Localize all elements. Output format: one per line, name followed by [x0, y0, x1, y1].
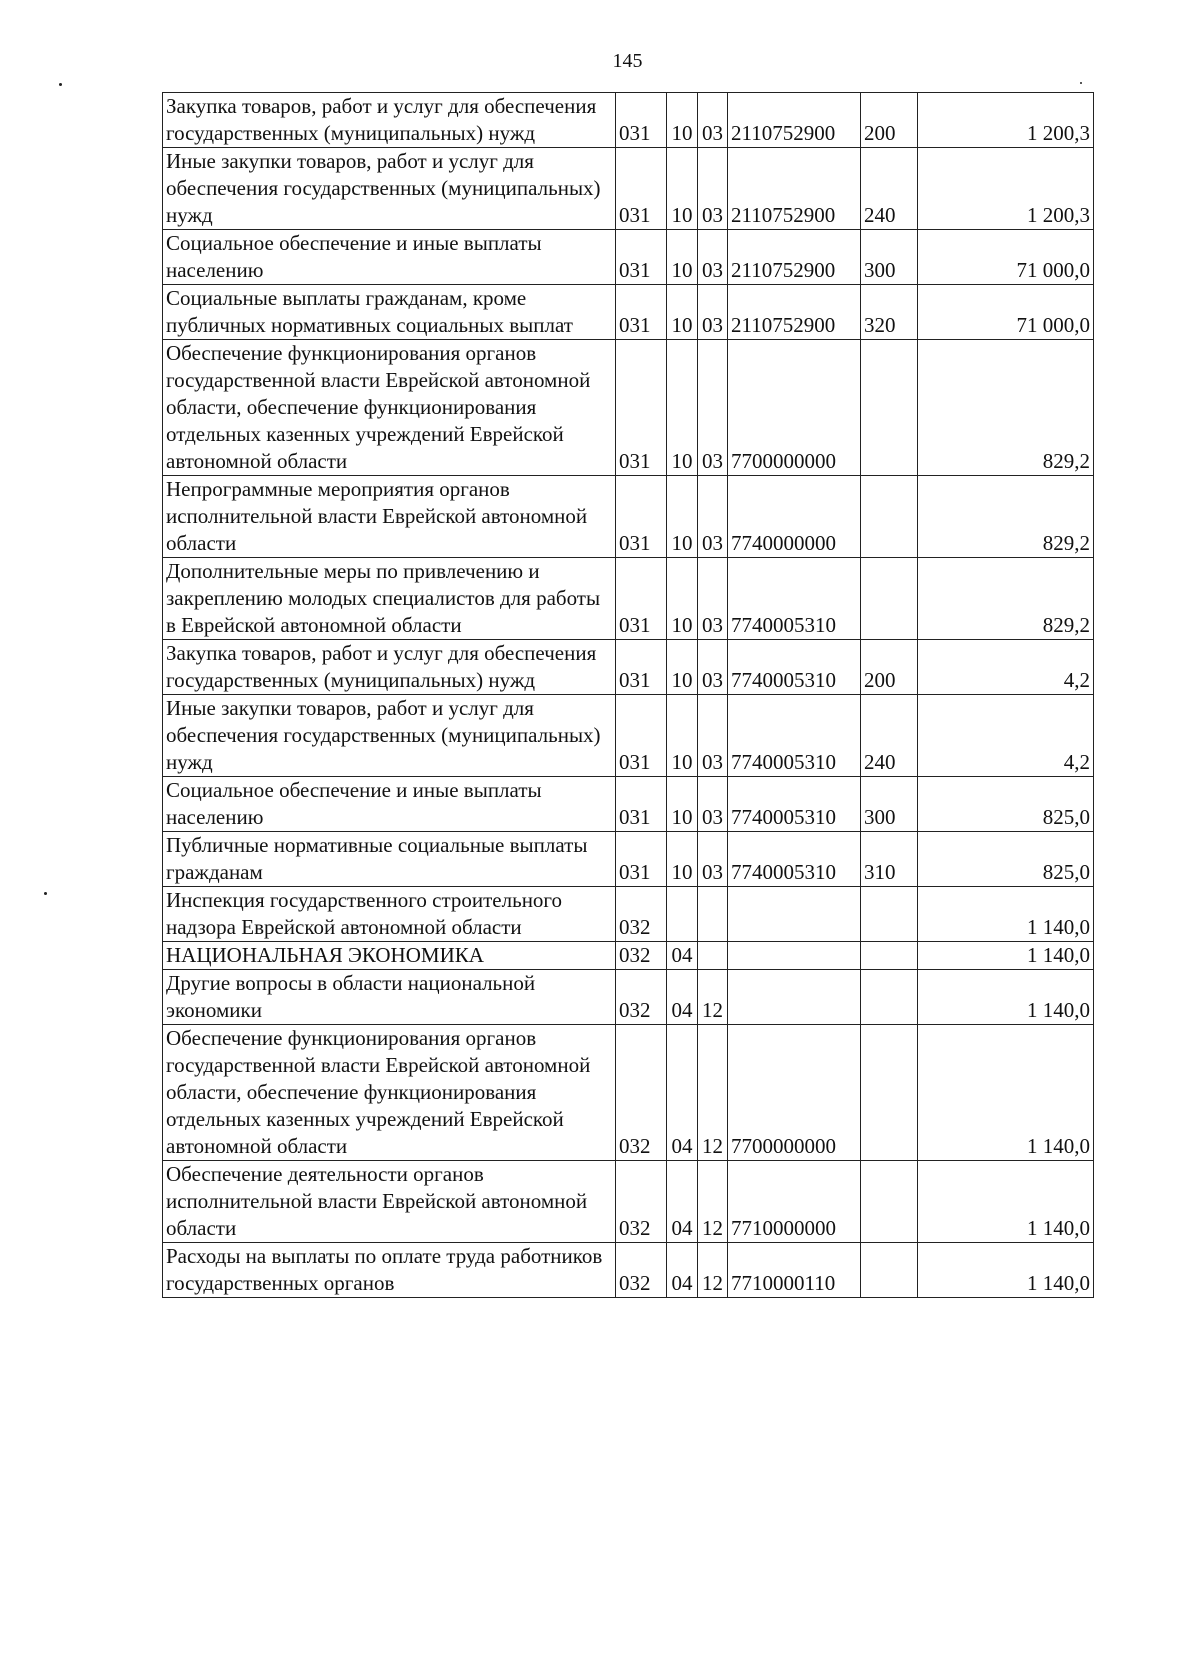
row-subsection: 12 — [698, 970, 728, 1025]
table-row — [163, 285, 1094, 340]
row-code: 032 — [616, 1243, 667, 1298]
row-code: 031 — [616, 93, 667, 148]
table-row — [163, 340, 1094, 476]
row-name: Иные закупки товаров, работ и услуг для обеспечения государственных (муниципальных) нужд — [163, 148, 616, 230]
row-subsection: 03 — [698, 285, 728, 340]
row-target: 7700000000 — [728, 1025, 861, 1161]
row-target — [728, 970, 861, 1025]
row-name: Непрограммные мероприятия органов исполнительной власти Еврейской автономной области — [163, 476, 616, 558]
row-name: Иные закупки товаров, работ и услуг для обеспечения государственных (муниципальных) нужд — [163, 695, 616, 777]
row-code: 032 — [616, 887, 667, 942]
scan-speck — [44, 892, 47, 895]
row-expense-type: 320 — [861, 285, 918, 340]
row-code: 031 — [616, 148, 667, 230]
row-name: Социальные выплаты гражданам, кроме публичных нормативных социальных выплат — [163, 285, 616, 340]
row-target: 7740005310 — [728, 832, 861, 887]
row-amount: 1 140,0 — [918, 942, 1094, 970]
row-target: 7740005310 — [728, 695, 861, 777]
table-row — [163, 230, 1094, 285]
row-section: 04 — [667, 1025, 698, 1161]
row-expense-type — [861, 942, 918, 970]
row-expense-type: 310 — [861, 832, 918, 887]
row-name: Обеспечение функционирования органов государственной власти Еврейской автономной области, обеспечение функционирования отдельных казенных учреждений Еврейской автономной области — [163, 1025, 616, 1161]
row-section: 10 — [667, 832, 698, 887]
row-section: 10 — [667, 695, 698, 777]
row-expense-type: 300 — [861, 230, 918, 285]
row-target: 2110752900 — [728, 93, 861, 148]
row-section: 10 — [667, 340, 698, 476]
table-row — [163, 558, 1094, 640]
row-subsection: 03 — [698, 640, 728, 695]
row-code: 031 — [616, 230, 667, 285]
row-amount: 4,2 — [918, 640, 1094, 695]
table-row — [163, 476, 1094, 558]
table-row — [163, 970, 1094, 1025]
row-subsection: 03 — [698, 340, 728, 476]
row-section: 10 — [667, 476, 698, 558]
row-expense-type — [861, 558, 918, 640]
row-name: НАЦИОНАЛЬНАЯ ЭКОНОМИКА — [163, 942, 616, 970]
row-target — [728, 942, 861, 970]
row-section: 10 — [667, 148, 698, 230]
row-target: 2110752900 — [728, 148, 861, 230]
row-section: 04 — [667, 1243, 698, 1298]
row-subsection — [698, 942, 728, 970]
row-expense-type: 240 — [861, 695, 918, 777]
row-amount: 4,2 — [918, 695, 1094, 777]
row-subsection: 03 — [698, 93, 728, 148]
row-expense-type: 200 — [861, 93, 918, 148]
row-section: 10 — [667, 777, 698, 832]
row-section: 10 — [667, 93, 698, 148]
row-target: 2110752900 — [728, 285, 861, 340]
row-name: Социальное обеспечение и иные выплаты населению — [163, 777, 616, 832]
row-amount: 1 140,0 — [918, 1025, 1094, 1161]
table-row — [163, 1243, 1094, 1298]
row-code: 031 — [616, 558, 667, 640]
scan-speck — [59, 83, 62, 86]
row-name: Расходы на выплаты по оплате труда работников государственных органов — [163, 1243, 616, 1298]
row-target: 7710000110 — [728, 1243, 861, 1298]
row-subsection — [698, 887, 728, 942]
row-name: Закупка товаров, работ и услуг для обеспечения государственных (муниципальных) нужд — [163, 93, 616, 148]
row-section — [667, 887, 698, 942]
row-amount: 1 200,3 — [918, 93, 1094, 148]
row-name: Закупка товаров, работ и услуг для обеспечения государственных (муниципальных) нужд — [163, 640, 616, 695]
row-amount: 825,0 — [918, 832, 1094, 887]
row-code: 031 — [616, 777, 667, 832]
page-number: 145 — [612, 50, 643, 72]
row-amount: 1 140,0 — [918, 970, 1094, 1025]
row-target: 2110752900 — [728, 230, 861, 285]
table-row — [163, 832, 1094, 887]
row-expense-type — [861, 970, 918, 1025]
row-name: Инспекция государственного строительного надзора Еврейской автономной области — [163, 887, 616, 942]
row-expense-type — [861, 887, 918, 942]
row-subsection: 03 — [698, 695, 728, 777]
row-expense-type: 240 — [861, 148, 918, 230]
row-name: Другие вопросы в области национальной экономики — [163, 970, 616, 1025]
row-section: 10 — [667, 640, 698, 695]
row-code: 031 — [616, 832, 667, 887]
row-section: 10 — [667, 230, 698, 285]
row-target: 7740005310 — [728, 640, 861, 695]
row-target: 7740005310 — [728, 777, 861, 832]
row-code: 031 — [616, 695, 667, 777]
row-expense-type — [861, 1161, 918, 1243]
row-code: 031 — [616, 640, 667, 695]
row-expense-type: 300 — [861, 777, 918, 832]
budget-table — [162, 92, 1094, 1298]
row-name: Публичные нормативные социальные выплаты гражданам — [163, 832, 616, 887]
table-row — [163, 777, 1094, 832]
row-amount: 829,2 — [918, 558, 1094, 640]
row-expense-type: 200 — [861, 640, 918, 695]
row-code: 032 — [616, 970, 667, 1025]
row-subsection: 03 — [698, 230, 728, 285]
row-target: 7740000000 — [728, 476, 861, 558]
row-expense-type — [861, 476, 918, 558]
table-row — [163, 640, 1094, 695]
row-amount: 829,2 — [918, 476, 1094, 558]
row-subsection: 03 — [698, 777, 728, 832]
row-name: Обеспечение деятельности органов исполнительной власти Еврейской автономной области — [163, 1161, 616, 1243]
table-row — [163, 1161, 1094, 1243]
row-name: Обеспечение функционирования органов государственной власти Еврейской автономной области, обеспечение функционирования отдельных казенных учреждений Еврейской автономной области — [163, 340, 616, 476]
row-subsection: 12 — [698, 1243, 728, 1298]
row-name: Социальное обеспечение и иные выплаты населению — [163, 230, 616, 285]
row-subsection: 03 — [698, 832, 728, 887]
row-subsection: 03 — [698, 558, 728, 640]
row-section: 04 — [667, 1161, 698, 1243]
table-row — [163, 1025, 1094, 1161]
row-subsection: 03 — [698, 476, 728, 558]
row-amount: 1 140,0 — [918, 1243, 1094, 1298]
row-code: 032 — [616, 942, 667, 970]
row-amount: 1 200,3 — [918, 148, 1094, 230]
row-code: 031 — [616, 285, 667, 340]
row-amount: 825,0 — [918, 777, 1094, 832]
table-row — [163, 942, 1094, 970]
row-code: 031 — [616, 340, 667, 476]
row-amount: 1 140,0 — [918, 1161, 1094, 1243]
row-target: 7710000000 — [728, 1161, 861, 1243]
row-section: 04 — [667, 942, 698, 970]
table-row — [163, 93, 1094, 148]
row-amount: 71 000,0 — [918, 285, 1094, 340]
table-row — [163, 695, 1094, 777]
row-amount: 829,2 — [918, 340, 1094, 476]
row-amount: 71 000,0 — [918, 230, 1094, 285]
row-target: 7740005310 — [728, 558, 861, 640]
row-subsection: 12 — [698, 1161, 728, 1243]
row-target — [728, 887, 861, 942]
row-section: 04 — [667, 970, 698, 1025]
table-row — [163, 148, 1094, 230]
table-row — [163, 887, 1094, 942]
row-section: 10 — [667, 285, 698, 340]
row-expense-type — [861, 1243, 918, 1298]
row-expense-type — [861, 340, 918, 476]
table-body — [163, 93, 1094, 1298]
row-code: 032 — [616, 1025, 667, 1161]
row-amount: 1 140,0 — [918, 887, 1094, 942]
row-code: 031 — [616, 476, 667, 558]
scan-speck — [1080, 82, 1082, 84]
row-expense-type — [861, 1025, 918, 1161]
row-target: 7700000000 — [728, 340, 861, 476]
row-code: 032 — [616, 1161, 667, 1243]
row-section: 10 — [667, 558, 698, 640]
row-name: Дополнительные меры по привлечению и закреплению молодых специалистов для работы в Еврейской автономной области — [163, 558, 616, 640]
row-subsection: 03 — [698, 148, 728, 230]
row-subsection: 12 — [698, 1025, 728, 1161]
